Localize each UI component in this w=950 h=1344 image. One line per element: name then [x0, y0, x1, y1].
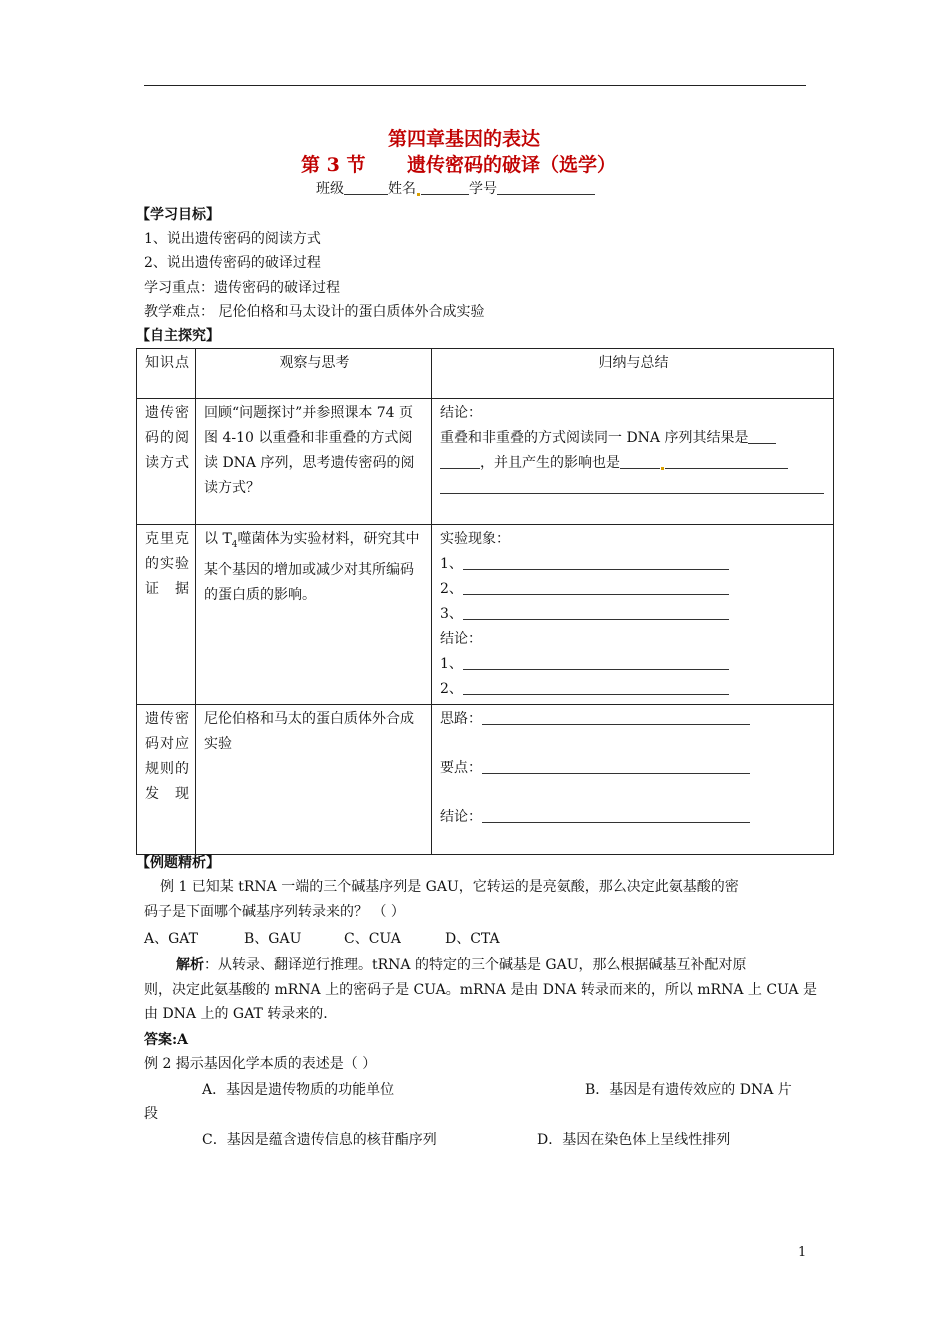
summary-line: 重叠和非重叠的方式阅读同一 DNA 序列其结果是 [440, 426, 827, 451]
summary-cell [432, 399, 834, 525]
header-summary: 归纳与总结 [432, 349, 834, 399]
points-line: 要点： [440, 756, 827, 781]
ex2-option-b-cont: 段 [144, 1106, 158, 1122]
ex2-option-b: B．基因是有遗传效应的 DNA 片 [585, 1082, 792, 1098]
answer-blank[interactable] [482, 710, 750, 725]
option-a: A、GAT [144, 931, 198, 947]
student-info-line [316, 178, 595, 198]
knowledge-cell: 遗传密码对应规则的发现 [137, 705, 196, 855]
option-d: D、CTA [445, 931, 500, 947]
id-label: 学号 [469, 181, 497, 197]
chapter-title: 第四章基因的表达 [388, 128, 541, 150]
table-row [137, 705, 834, 855]
explore-table [136, 348, 834, 855]
section-title: 遗传密码的破译（选学） [407, 154, 617, 176]
answer-blank[interactable] [463, 555, 729, 570]
answer-blank[interactable] [620, 454, 660, 469]
conclusion-item: 2、 [440, 677, 827, 702]
class-blank[interactable] [344, 180, 388, 195]
idea-line: 思路： [440, 707, 827, 732]
knowledge-cell: 克里克的实验证据 [137, 525, 196, 705]
table-header-row [137, 349, 834, 399]
header-knowledge: 知识点 [137, 349, 196, 399]
table-row [137, 525, 834, 705]
answer-blank[interactable] [482, 759, 750, 774]
summary-line: ，并且产生的影响也是 [440, 451, 827, 476]
conclusion-label: 结论： [440, 405, 482, 421]
observe-cell: 以 $T_4$噬菌体为实验材料，研究其中某个基因的增加或减少对其所编码的蛋白质的影响。 [196, 525, 432, 705]
name-blank[interactable] [421, 180, 469, 195]
answer-blank[interactable] [463, 605, 729, 620]
name-label: 姓名 [388, 181, 416, 197]
answer-blank[interactable] [440, 479, 824, 494]
conclusion-line: 结论： [440, 805, 827, 830]
ex2-option-a: A．基因是遗传物质的功能单位 [202, 1082, 395, 1098]
phenomenon-item: 1、 [440, 552, 827, 577]
answer-blank[interactable] [665, 454, 788, 469]
observe-cell: 尼伦伯格和马太的蛋白质体外合成实验 [196, 705, 432, 855]
ex2-option-d: D．基因在染色体上呈线性排列 [537, 1132, 731, 1148]
explore-heading: 【自主探究】 [136, 328, 220, 344]
answer-label: 答案 [144, 1032, 172, 1048]
table-row [137, 399, 834, 525]
analysis-line: 则，决定此氨基酸的 mRNA 上的密码子是 CUA。mRNA 是由 DNA 转录而来的，所以 mRNA 上 CUA 是 [144, 982, 817, 998]
id-blank[interactable] [497, 180, 595, 195]
answer-blank[interactable] [482, 808, 750, 823]
option-c: C、CUA [344, 931, 401, 947]
answer-blank[interactable] [463, 580, 729, 595]
answer-blank[interactable] [748, 429, 776, 444]
analysis-label: 解析 [176, 957, 204, 973]
difficulty: 教学难点： 尼伦伯格和马太设计的蛋白质体外合成实验 [144, 304, 485, 320]
header-observe: 观察与思考 [196, 349, 432, 399]
option-b: B、GAU [244, 931, 302, 947]
mark-dot [417, 193, 420, 196]
summary-cell [432, 705, 834, 855]
ex2-option-c: C．基因是蕴含遗传信息的核苷酯序列 [202, 1132, 437, 1148]
summary-line [440, 476, 827, 501]
analysis-line: 解析：从转录、翻译逆行推理。tRNA 的特定的三个碱基是 GAU，那么根据碱基互补配对原 [176, 957, 747, 973]
answer-blank[interactable] [463, 680, 729, 695]
objectives-heading: 【学习目标】 [136, 207, 220, 223]
answer-blank[interactable] [463, 655, 729, 670]
objective-item: 2、说出遗传密码的破译过程 [144, 255, 321, 271]
conclusion-label: 结论： [440, 631, 482, 647]
answer-blank[interactable] [440, 454, 480, 469]
header-rule [144, 85, 806, 86]
mark-dot [661, 467, 664, 470]
objective-item: 1、说出遗传密码的阅读方式 [144, 231, 321, 247]
class-label: 班级 [316, 181, 344, 197]
example1-stem-cont: 码子是下面哪个碱基序列转录来的？ （ ） [144, 904, 405, 920]
page-number: 1 [798, 1245, 807, 1260]
answer-line: 答案:A [144, 1032, 189, 1048]
phenomenon-label: 实验现象： [440, 531, 510, 547]
section-number: 第 3 节 [301, 154, 366, 176]
key-point: 学习重点：遗传密码的破译过程 [144, 280, 340, 296]
observe-cell: 回顾“问题探讨”并参照课本 74 页图 4-10 以重叠和非重叠的方式阅读 DNA 序列，思考遗传密码的阅读方式？ [196, 399, 432, 525]
conclusion-item: 1、 [440, 652, 827, 677]
example1-stem: 例 1 已知某 tRNA 一端的三个碱基序列是 GAU，它转运的是亮氨酸，那么决定此氨基酸的密 [160, 879, 739, 895]
knowledge-cell: 遗传密码的阅读方式 [137, 399, 196, 525]
examples-heading: 【例题精析】 [136, 855, 220, 871]
phenomenon-item: 3、 [440, 602, 827, 627]
analysis-line: 由 DNA 上的 GAT 转录来的. [144, 1006, 328, 1022]
phenomenon-item: 2、 [440, 577, 827, 602]
example2-stem: 例 2 揭示基因化学本质的表述是（ ） [144, 1056, 377, 1072]
summary-cell [432, 525, 834, 705]
